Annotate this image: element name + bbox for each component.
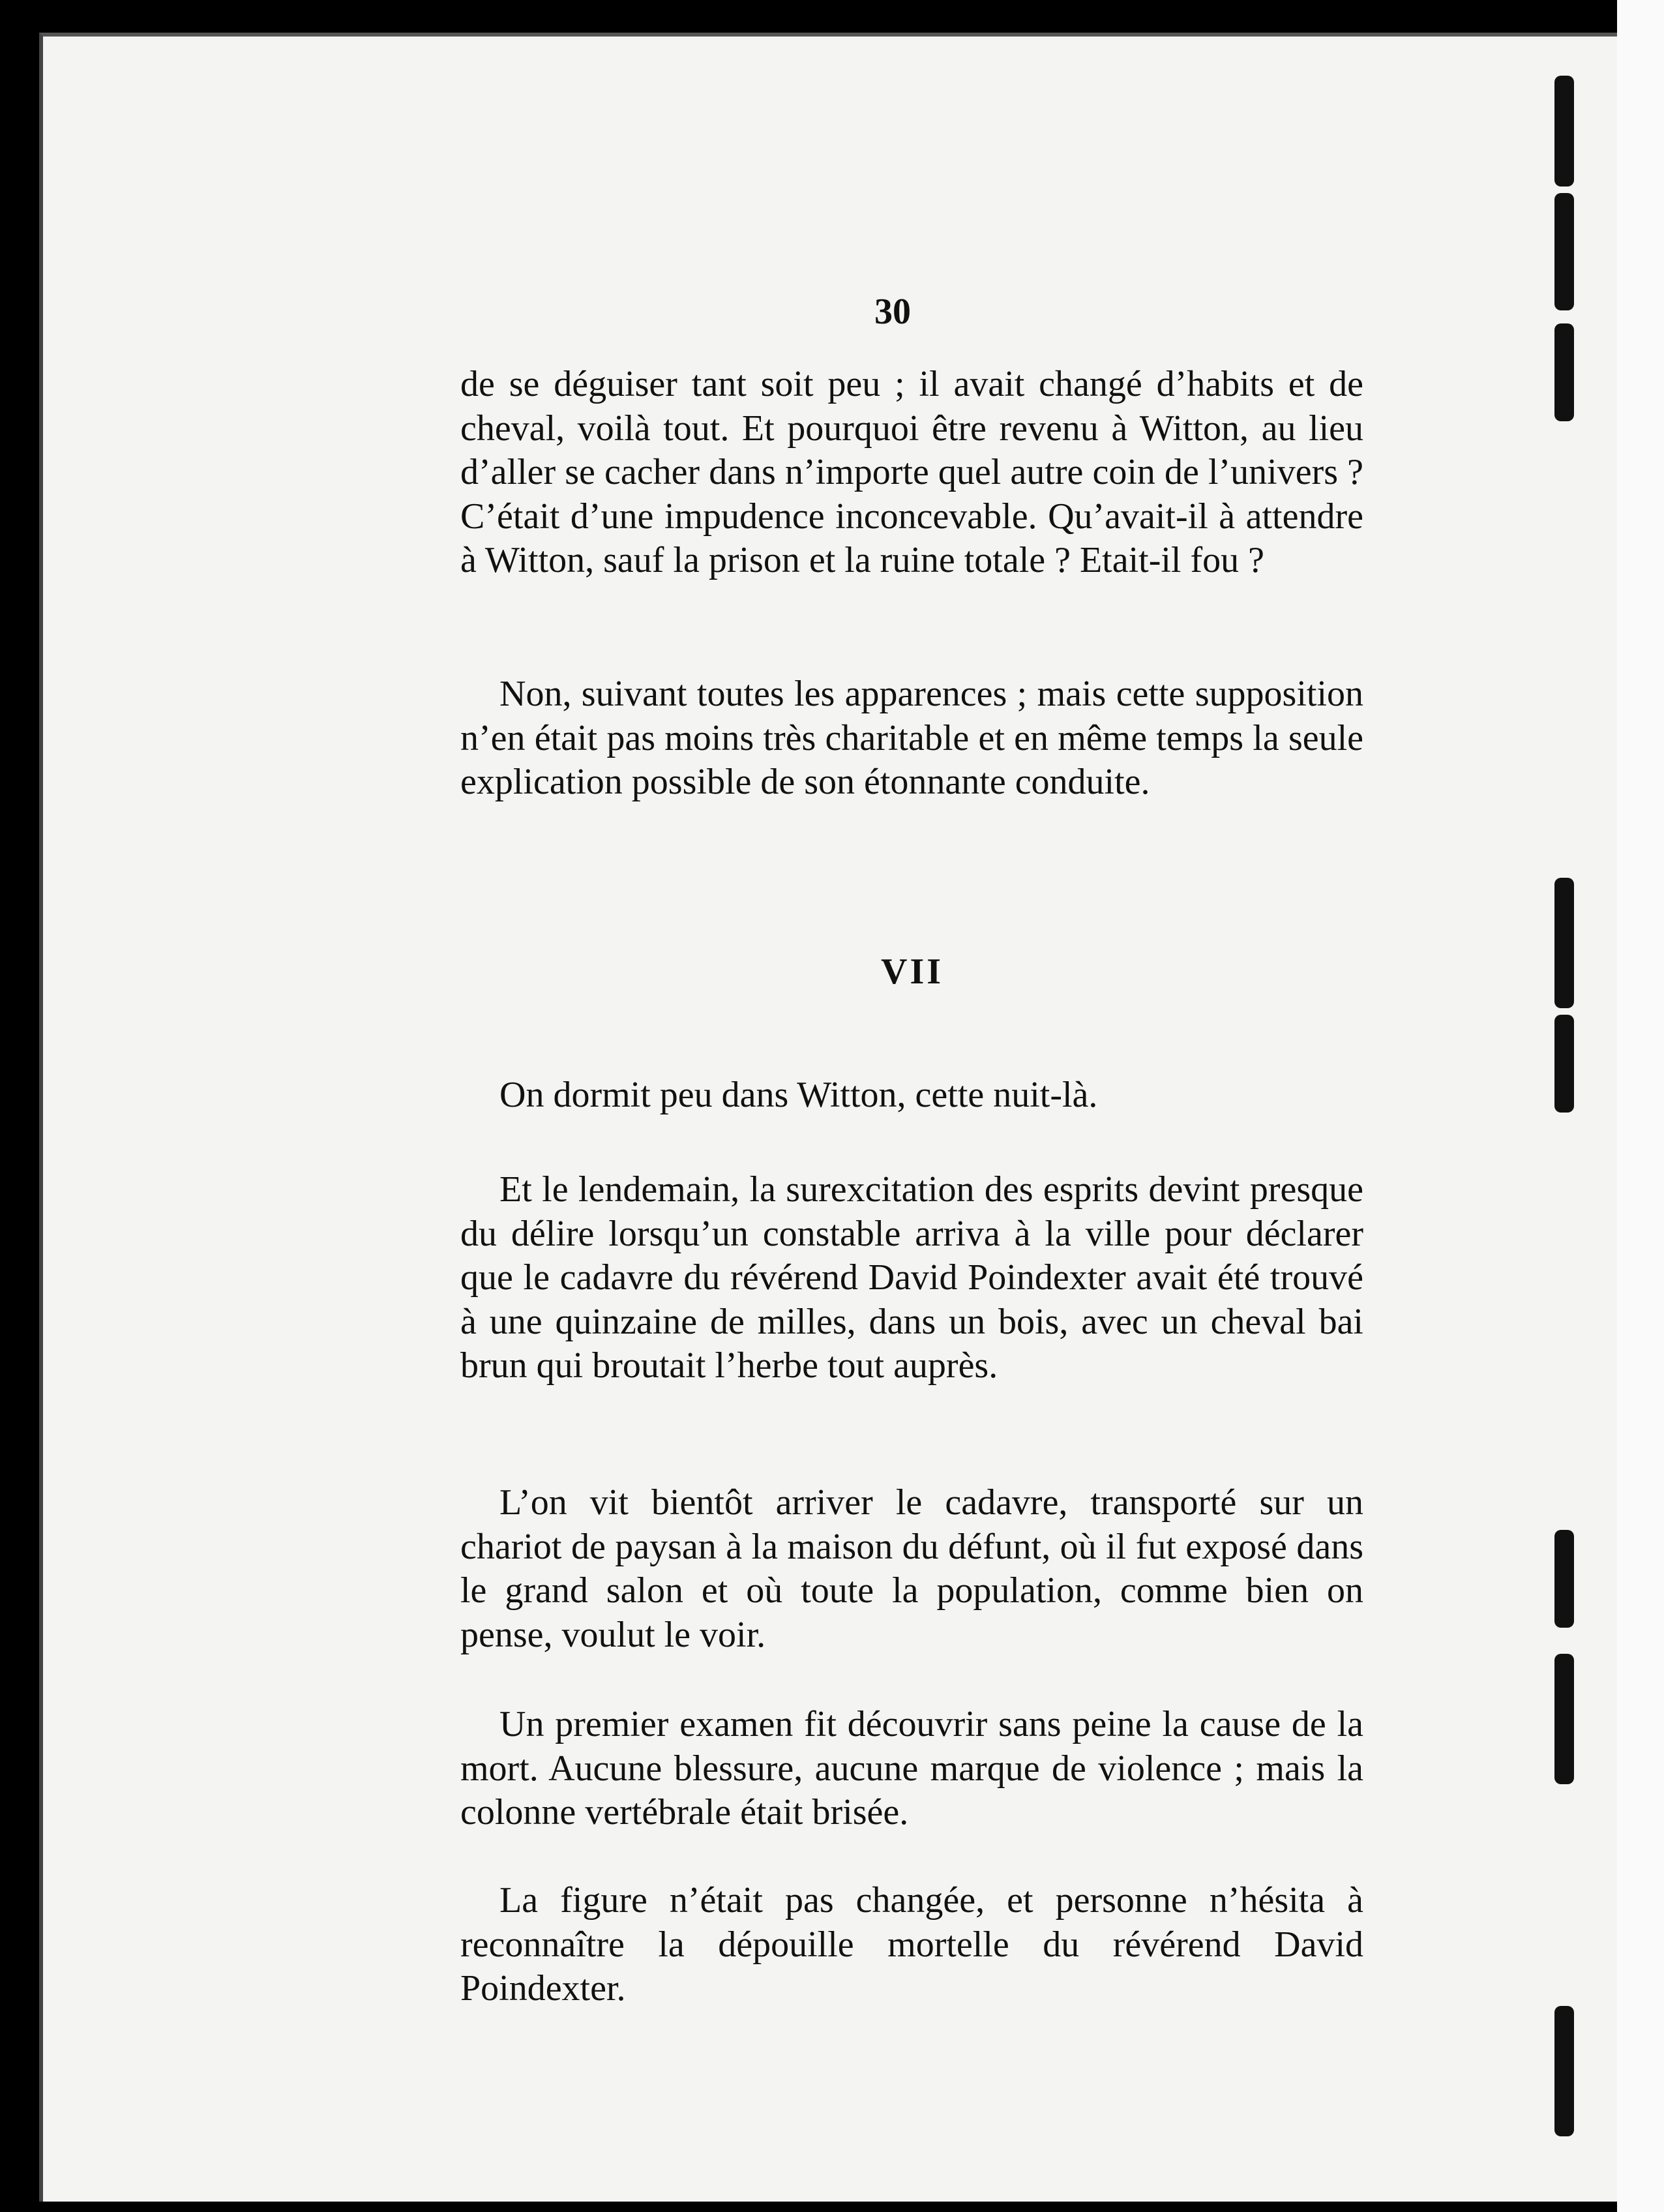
paragraph-2: Non, suivant toutes les apparences ; mais cette supposition n’en était pas moins très charitable et en même temps la seule explication possible de son étonnante conduite. bbox=[460, 674, 1363, 802]
paragraph-3: On dormit peu dans Witton, cette nuit-là. bbox=[499, 1075, 1098, 1115]
paragraph-4: Et le lendemain, la surexcitation des esprits devint presque du délire lorsqu’un constable arriva à la ville pour déclarer que le cadavre du révérend David Poindexter avait été trouvé à une quinzaine de milles, dans un bois, avec un cheval bai brun qui broutait l’herbe tout auprès. bbox=[460, 1169, 1363, 1386]
binding-mark bbox=[1554, 878, 1574, 1008]
section-heading: VII bbox=[881, 951, 944, 992]
paragraph-6: Un premier examen fit découvrir sans peine la cause de la mort. Aucune blessure, aucune marque de violence ; mais la colonne vertébrale était brisée. bbox=[460, 1704, 1363, 1832]
paragraph-5: L’on vit bientôt arriver le cadavre, transporté sur un chariot de paysan à la maison du défunt, où il fut exposé dans le grand salon et où toute la population, comme bien on pense, voulut le voir. bbox=[460, 1482, 1363, 1655]
binding-mark bbox=[1554, 193, 1574, 310]
binding-mark bbox=[1554, 1654, 1574, 1784]
scan-margin bbox=[1617, 0, 1664, 2212]
binding-mark bbox=[1554, 76, 1574, 187]
page-number: 30 bbox=[874, 291, 911, 332]
paragraph-1: de se déguiser tant soit peu ; il avait changé d’habits et de cheval, voilà tout. Et pourquoi être revenu à Witton, au lieu d’aller se cacher dans n’importe quel autre coin de l’univers ? C’était d’une impudence inconcevable. Qu’avait-il à attendre à Witton, sauf la prison et la ruine totale ? Etait-il fou ? bbox=[460, 364, 1363, 580]
book-page bbox=[39, 33, 1621, 2202]
binding-mark bbox=[1554, 323, 1574, 421]
binding-mark bbox=[1554, 2006, 1574, 2136]
binding-mark bbox=[1554, 1015, 1574, 1113]
paragraph-7: La figure n’était pas changée, et personne n’hésita à reconnaître la dépouille mortelle du révérend David Poindexter. bbox=[460, 1880, 1363, 2009]
binding-mark bbox=[1554, 1530, 1574, 1628]
